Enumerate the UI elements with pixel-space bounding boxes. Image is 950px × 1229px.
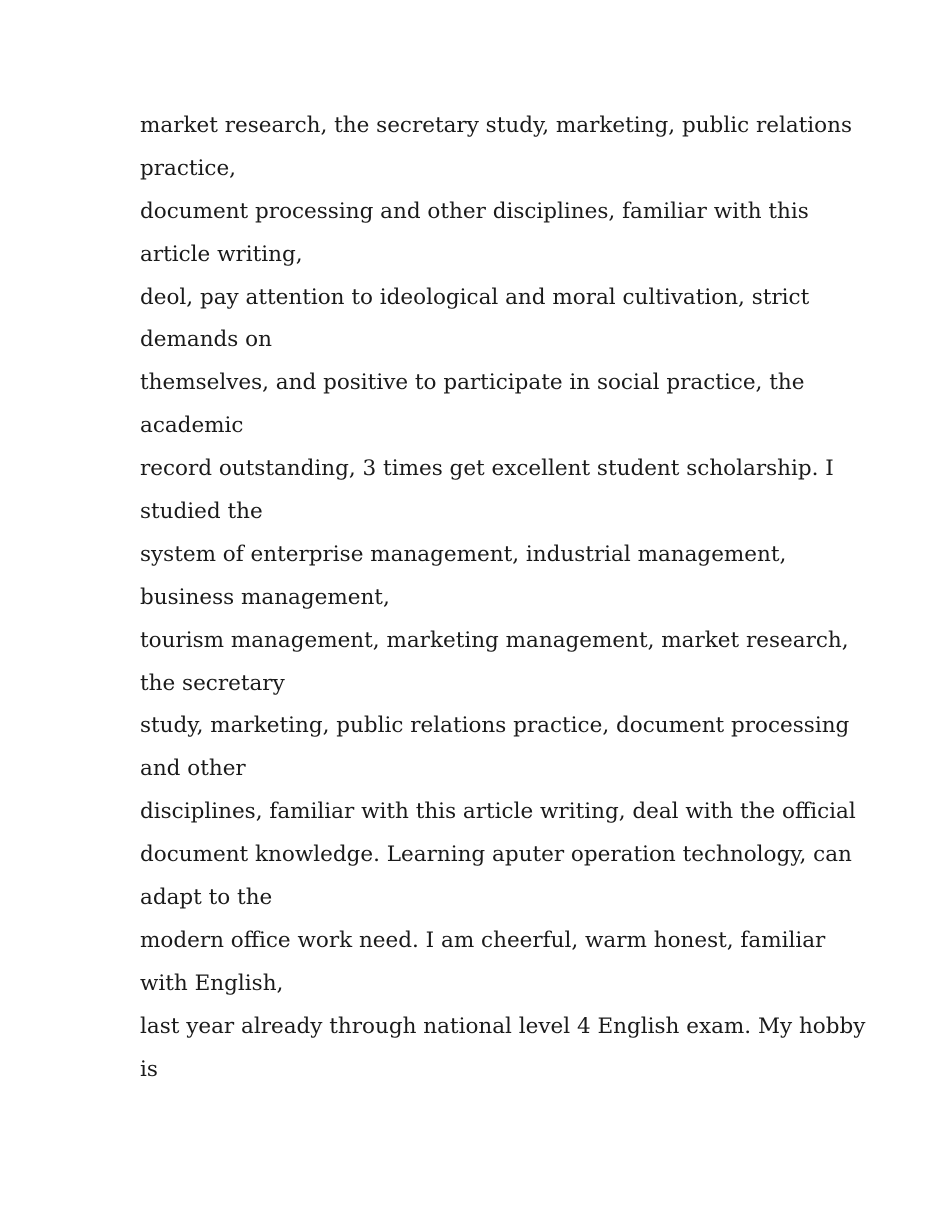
text-line: demands on [140,327,272,353]
text-line: and other [140,756,246,782]
text-line: modern office work need. I am cheerful, warm honest, familiar [140,927,826,953]
text-line: deol, pay attention to ideological and moral cultivation, strict [140,284,810,310]
text-line: article writing, [140,241,303,267]
text-line: document knowledge. Learning aputer operation technology, can [140,842,852,868]
text-line: studied the [140,499,263,525]
text-line: academic [140,413,244,439]
text-line: disciplines, familiar with this article writing, deal with the official [140,799,856,825]
text-line: study, marketing, public relations practice, document processing [140,713,850,739]
text-line: tourism management, marketing management, market research, [140,627,849,653]
text-line: system of enterprise management, industrial management, [140,541,787,567]
text-line: is [140,1056,158,1082]
text-line: document processing and other disciplines, familiar with this [140,198,809,224]
text-line: with English, [140,970,284,996]
body-text [140,105,866,1091]
text-line: last year already through national level 4 English exam. My hobby [140,1013,866,1039]
text-line: adapt to the [140,885,273,911]
text-line: market research, the secretary study, marketing, public relations [140,113,852,138]
text-line: business management, [140,584,390,610]
text-line: the secretary [140,670,285,696]
text-line: themselves, and positive to participate in social practice, the [140,370,805,396]
text-line: record outstanding, 3 times get excellent student scholarship. I [140,456,834,482]
text-line: practice, [140,155,237,181]
